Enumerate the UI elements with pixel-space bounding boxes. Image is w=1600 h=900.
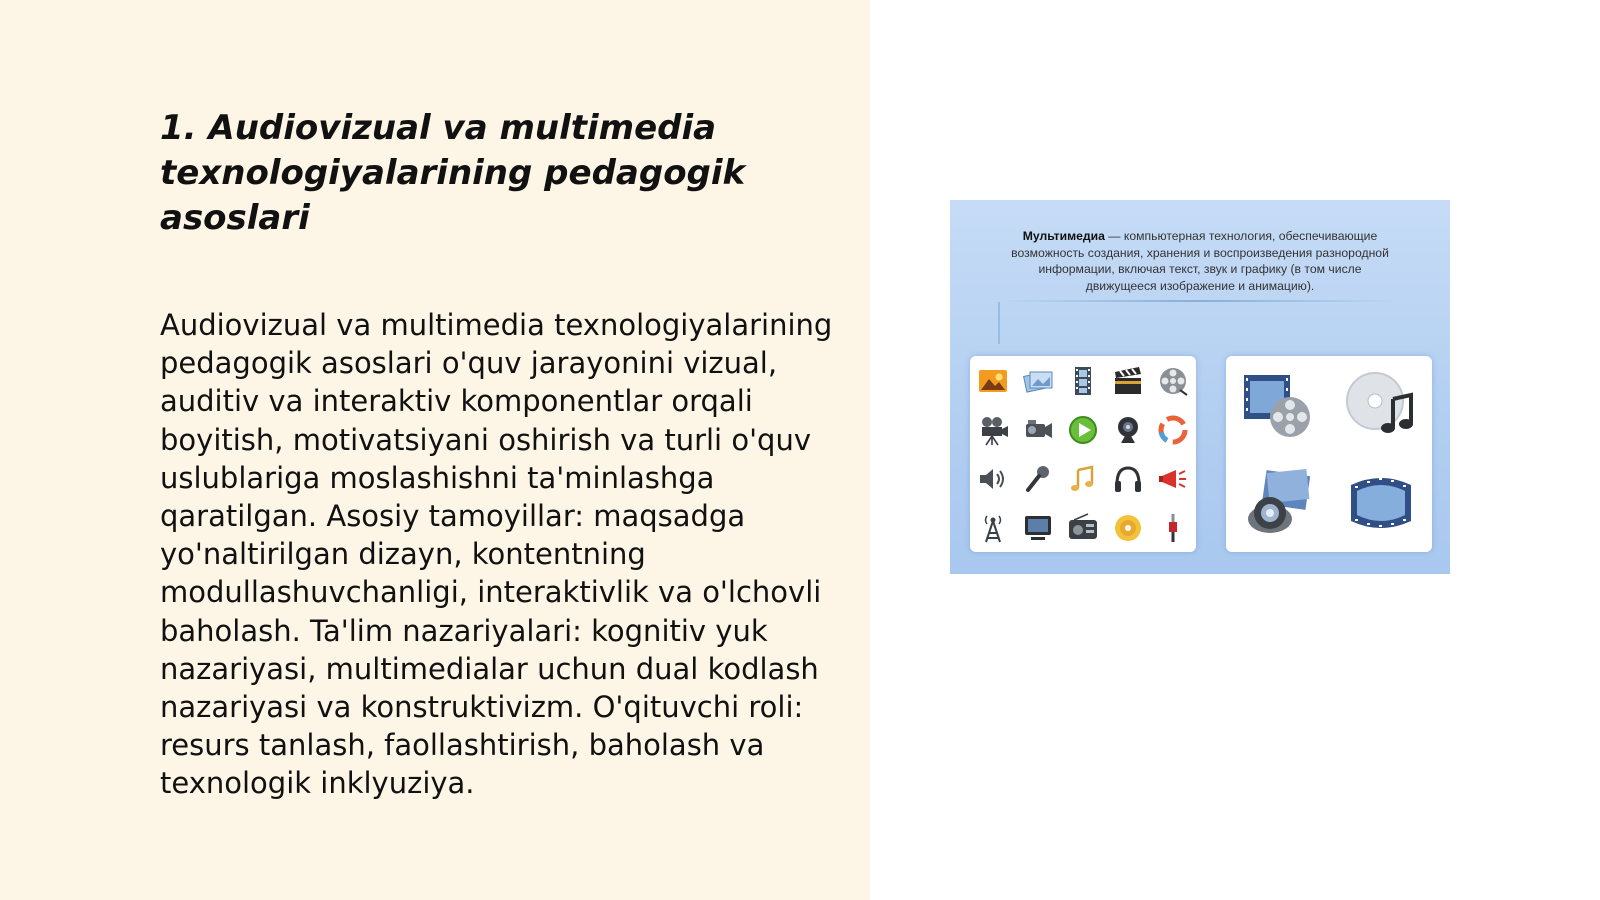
play-icon (1066, 413, 1100, 447)
film-roll-icon (1341, 463, 1421, 543)
speaker-icon (976, 462, 1010, 496)
film-strip-icon (1066, 364, 1100, 398)
large-icon-grid (1226, 356, 1432, 552)
webcam-icon (1111, 413, 1145, 447)
picture-icon (976, 364, 1010, 398)
film-reel-icon (1156, 364, 1190, 398)
microphone-icon (1021, 462, 1055, 496)
caption-connector (998, 302, 1000, 344)
headphones-icon (1111, 462, 1145, 496)
monitor-icon (1021, 511, 1055, 545)
music-cd-icon (1341, 365, 1421, 445)
clapperboard-icon (1111, 364, 1145, 398)
caption-divider (998, 300, 1398, 302)
slide-body-text: Audiovizual va multimedia texnologiyalarining pedagogik asoslari o'quv jarayonini vizual, auditiv va interaktiv komponentlar orqali boyitish, motivatsiyani oshirish va turli o'quv uslublariga moslashishni ta'minlashga qaratilgan. Asosiy tamoyillar: maqsadga yo'naltirilgan dizayn, kontentning modullashuvchanligi, interaktivlik va o'lchovli baholash. Ta'lim nazariyalari: kognitiv yuk nazariyasi, multimedialar uchun dual kodlash nazariyasi va konstruktivizm. O'qituvchi roli: resurs tanlash, faollashtirish, baholash va texnologik inklyuziya. (160, 308, 833, 801)
music-note-icon (1066, 462, 1100, 496)
photos-icon (1021, 364, 1055, 398)
multimedia-figure (950, 200, 1450, 574)
small-icon-grid (970, 356, 1196, 552)
audio-jack-icon (1156, 511, 1190, 545)
video-camera-icon (1021, 413, 1055, 447)
webcam-photo-icon (1238, 463, 1318, 543)
filmstrip-reel-icon (1238, 365, 1318, 445)
movie-camera-icon (976, 413, 1010, 447)
caption-term: Мультимедиа (1022, 229, 1105, 243)
antenna-icon (976, 511, 1010, 545)
figure-caption (1010, 228, 1390, 294)
caption-definition: — компьютерная технология, обеспечивающие возможность создания, хранения и воспроизведения разнородной информации, включая текст, звук и графику (в том числе движущееся изображение и анимацию). (1011, 229, 1389, 293)
cd-icon (1111, 511, 1145, 545)
radio-icon (1066, 511, 1100, 545)
slide-title: 1. Audiovizual va multimedia texnologiyalarining pedagogik asoslari (160, 108, 746, 238)
megaphone-icon (1156, 462, 1190, 496)
disc-icon (1156, 413, 1190, 447)
